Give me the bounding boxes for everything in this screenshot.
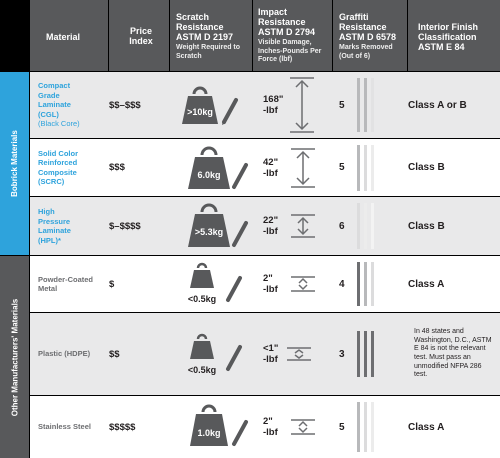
graffiti-cell: 5 xyxy=(333,396,407,458)
graffiti-marks-icon xyxy=(351,329,381,379)
material-cell: Compact Grade Laminate (CGL) (Black Core) xyxy=(38,81,80,129)
impact-arrow-icon xyxy=(284,346,314,362)
material-cell: Solid Color Reinforced Composite (SCRC) xyxy=(38,148,78,186)
graffiti-cell: 6 xyxy=(333,197,407,255)
svg-text:<0.5kg: <0.5kg xyxy=(187,365,217,375)
hdpe-note: In 48 states and Washington, D.C., ASTM E 84 is not the relevant test. Must pass an unmodified NFPA 286 test. xyxy=(414,328,492,379)
graffiti-cell: 5 xyxy=(333,72,407,138)
svg-text:6.0kg: 6.0kg xyxy=(197,170,221,180)
graffiti-marks-icon xyxy=(351,400,381,454)
impact-arrow-icon xyxy=(288,418,318,436)
table-row xyxy=(30,256,500,312)
graffiti-cell: 4 xyxy=(333,256,407,312)
graffiti-marks-icon xyxy=(351,76,381,134)
impact-cell: 168" -lbf xyxy=(253,72,332,138)
header-material: Material xyxy=(30,0,108,71)
scratch-cell xyxy=(170,197,252,255)
scratch-cell xyxy=(170,313,252,395)
graffiti-marks-icon xyxy=(351,143,381,193)
svg-text:>10kg: >10kg xyxy=(187,107,213,117)
weight-icon xyxy=(170,197,252,255)
material-cell: Stainless Steel xyxy=(38,422,91,432)
weight-icon xyxy=(170,396,252,458)
classification: Class A xyxy=(408,278,445,290)
header-interior: Interior Finish Classification ASTM E 84 xyxy=(408,0,500,71)
impact-arrow-icon xyxy=(287,75,317,135)
scratch-cell xyxy=(170,256,252,312)
table-row xyxy=(30,313,500,395)
graffiti-marks-icon xyxy=(351,260,381,308)
table-row xyxy=(30,139,500,196)
impact-cell: 2" -lbf xyxy=(253,256,332,312)
header-scratch: Scratch Resistance ASTM D 2197 Weight Required to Scratch xyxy=(170,0,252,71)
scratch-cell xyxy=(170,396,252,458)
svg-text:>5.3kg: >5.3kg xyxy=(194,227,224,237)
table-row xyxy=(30,197,500,255)
price-index: $$–$$$ xyxy=(109,99,141,111)
impact-arrow-icon xyxy=(288,213,318,239)
graffiti-cell: 3 xyxy=(333,313,407,395)
weight-icon xyxy=(170,139,252,196)
impact-cell: 42" -lbf xyxy=(253,139,332,196)
impact-arrow-icon xyxy=(288,146,318,190)
material-cell: Plastic (HDPE) xyxy=(38,349,91,359)
impact-cell: <1" -lbf xyxy=(253,313,332,395)
impact-cell: 22" -lbf xyxy=(253,197,332,255)
material-cell: High Pressure Laminate (HPL)* xyxy=(38,207,71,245)
price-index: $ xyxy=(109,278,115,290)
weight-icon xyxy=(170,256,252,312)
header-impact: Impact Resistance ASTM D 2794 Visible Damage, Inches-Pounds Per Force (lbf) xyxy=(253,0,332,71)
graffiti-marks-icon xyxy=(351,201,381,251)
scratch-cell xyxy=(170,72,252,138)
material-cell: Powder-Coated Metal xyxy=(38,274,94,293)
price-index: $–$$$$ xyxy=(109,220,141,232)
classification: Class B xyxy=(408,162,445,173)
weight-icon xyxy=(170,313,252,395)
price-index: $$$ xyxy=(109,162,125,173)
svg-text:1.0kg: 1.0kg xyxy=(197,428,221,438)
impact-cell: 2" -lbf xyxy=(253,396,332,458)
header-price: Price Index xyxy=(109,0,169,71)
group-bobrick: Bobrick Materials xyxy=(0,72,29,255)
classification: Class A xyxy=(408,421,445,433)
scratch-cell xyxy=(170,139,252,196)
table-row xyxy=(30,396,500,458)
header-corner xyxy=(0,0,29,71)
classification: Class B xyxy=(408,220,445,232)
graffiti-cell: 5 xyxy=(333,139,407,196)
classification: Class A or B xyxy=(408,99,467,111)
price-index: $$ xyxy=(109,348,120,360)
header-graffiti: Graffiti Resistance ASTM D 6578 Marks Removed (Out of 6) xyxy=(333,0,407,71)
svg-text:<0.5kg: <0.5kg xyxy=(187,294,217,304)
table-row xyxy=(30,72,500,138)
weight-icon xyxy=(170,72,252,138)
classification xyxy=(408,313,500,395)
group-other: Other Manufacturers' Materials xyxy=(0,256,29,458)
price-index: $$$$$ xyxy=(109,421,136,433)
impact-arrow-icon xyxy=(288,275,318,293)
